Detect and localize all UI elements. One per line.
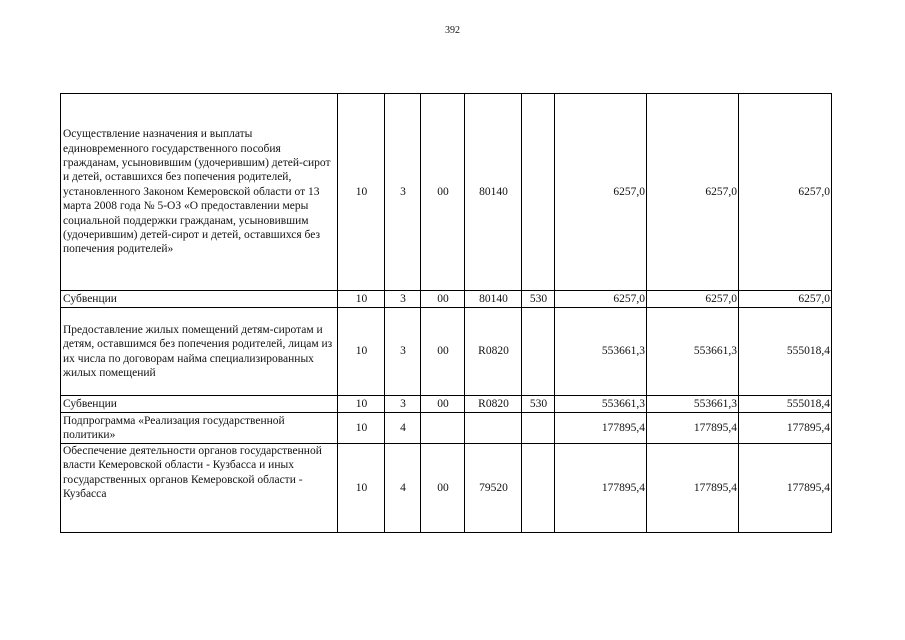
amount-year3: 555018,4 [739, 396, 832, 413]
expense-type-cell [522, 413, 555, 444]
program-cell: 00 [421, 94, 465, 291]
code-cell: 79520 [465, 444, 522, 533]
row-name: Субвенции [61, 396, 338, 413]
amount-year2: 553661,3 [647, 396, 739, 413]
amount-year1: 177895,4 [555, 444, 647, 533]
section-cell: 10 [338, 444, 385, 533]
amount-year1: 553661,3 [555, 396, 647, 413]
amount-year1: 553661,3 [555, 308, 647, 396]
table-row [61, 444, 832, 533]
section-cell: 10 [338, 94, 385, 291]
table-row [61, 94, 832, 291]
code-cell: R0820 [465, 308, 522, 396]
subsection-cell: 3 [385, 94, 421, 291]
subsection-cell: 4 [385, 444, 421, 533]
table-row [61, 308, 832, 396]
row-name: Субвенции [61, 291, 338, 308]
program-cell: 00 [421, 444, 465, 533]
expense-type-cell [522, 308, 555, 396]
subsection-cell: 3 [385, 291, 421, 308]
row-name: Подпрограмма «Реализация государственной политики» [61, 413, 338, 444]
amount-year1: 177895,4 [555, 413, 647, 444]
expense-type-cell: 530 [522, 291, 555, 308]
amount-year3: 6257,0 [739, 94, 832, 291]
program-cell [421, 413, 465, 444]
table-row [61, 291, 832, 308]
amount-year2: 553661,3 [647, 308, 739, 396]
amount-year2: 177895,4 [647, 444, 739, 533]
subsection-cell: 3 [385, 396, 421, 413]
section-cell: 10 [338, 413, 385, 444]
expense-type-cell [522, 444, 555, 533]
table-row [61, 413, 832, 444]
program-cell: 00 [421, 396, 465, 413]
amount-year2: 6257,0 [647, 94, 739, 291]
expense-type-cell [522, 94, 555, 291]
row-name: Осуществление назначения и выплаты единовременного государственного пособия гражданам, усыновившим (удочерившим) детей-сирот и детей, оставшихся без попечения родителей, установленного Законом Кемеровской области от 13 марта 2008 года № 5-ОЗ «О предоставлении меры социальной поддержки гражданам, усыновившим (удочерившим) детей-сирот и детей, оставшихся без попечения родителей» [61, 94, 338, 291]
amount-year3: 6257,0 [739, 291, 832, 308]
expense-type-cell: 530 [522, 396, 555, 413]
amount-year2: 177895,4 [647, 413, 739, 444]
amount-year3: 177895,4 [739, 413, 832, 444]
section-cell: 10 [338, 291, 385, 308]
amount-year1: 6257,0 [555, 291, 647, 308]
budget-table [60, 93, 832, 533]
row-name: Обеспечение деятельности органов государственной власти Кемеровской области - Кузбасса и иных государственных органов Кемеровской области - Кузбасса [61, 444, 338, 533]
amount-year2: 6257,0 [647, 291, 739, 308]
section-cell: 10 [338, 396, 385, 413]
amount-year3: 555018,4 [739, 308, 832, 396]
row-name: Предоставление жилых помещений детям-сиротам и детям, оставшимся без попечения родителей, лицам из их числа по договорам найма специализированных жилых помещений [61, 308, 338, 396]
table-row [61, 396, 832, 413]
page-number: 392 [445, 25, 460, 36]
code-cell: 80140 [465, 94, 522, 291]
amount-year1: 6257,0 [555, 94, 647, 291]
code-cell [465, 413, 522, 444]
program-cell: 00 [421, 291, 465, 308]
code-cell: R0820 [465, 396, 522, 413]
program-cell: 00 [421, 308, 465, 396]
amount-year3: 177895,4 [739, 444, 832, 533]
section-cell: 10 [338, 308, 385, 396]
subsection-cell: 3 [385, 308, 421, 396]
code-cell: 80140 [465, 291, 522, 308]
subsection-cell: 4 [385, 413, 421, 444]
